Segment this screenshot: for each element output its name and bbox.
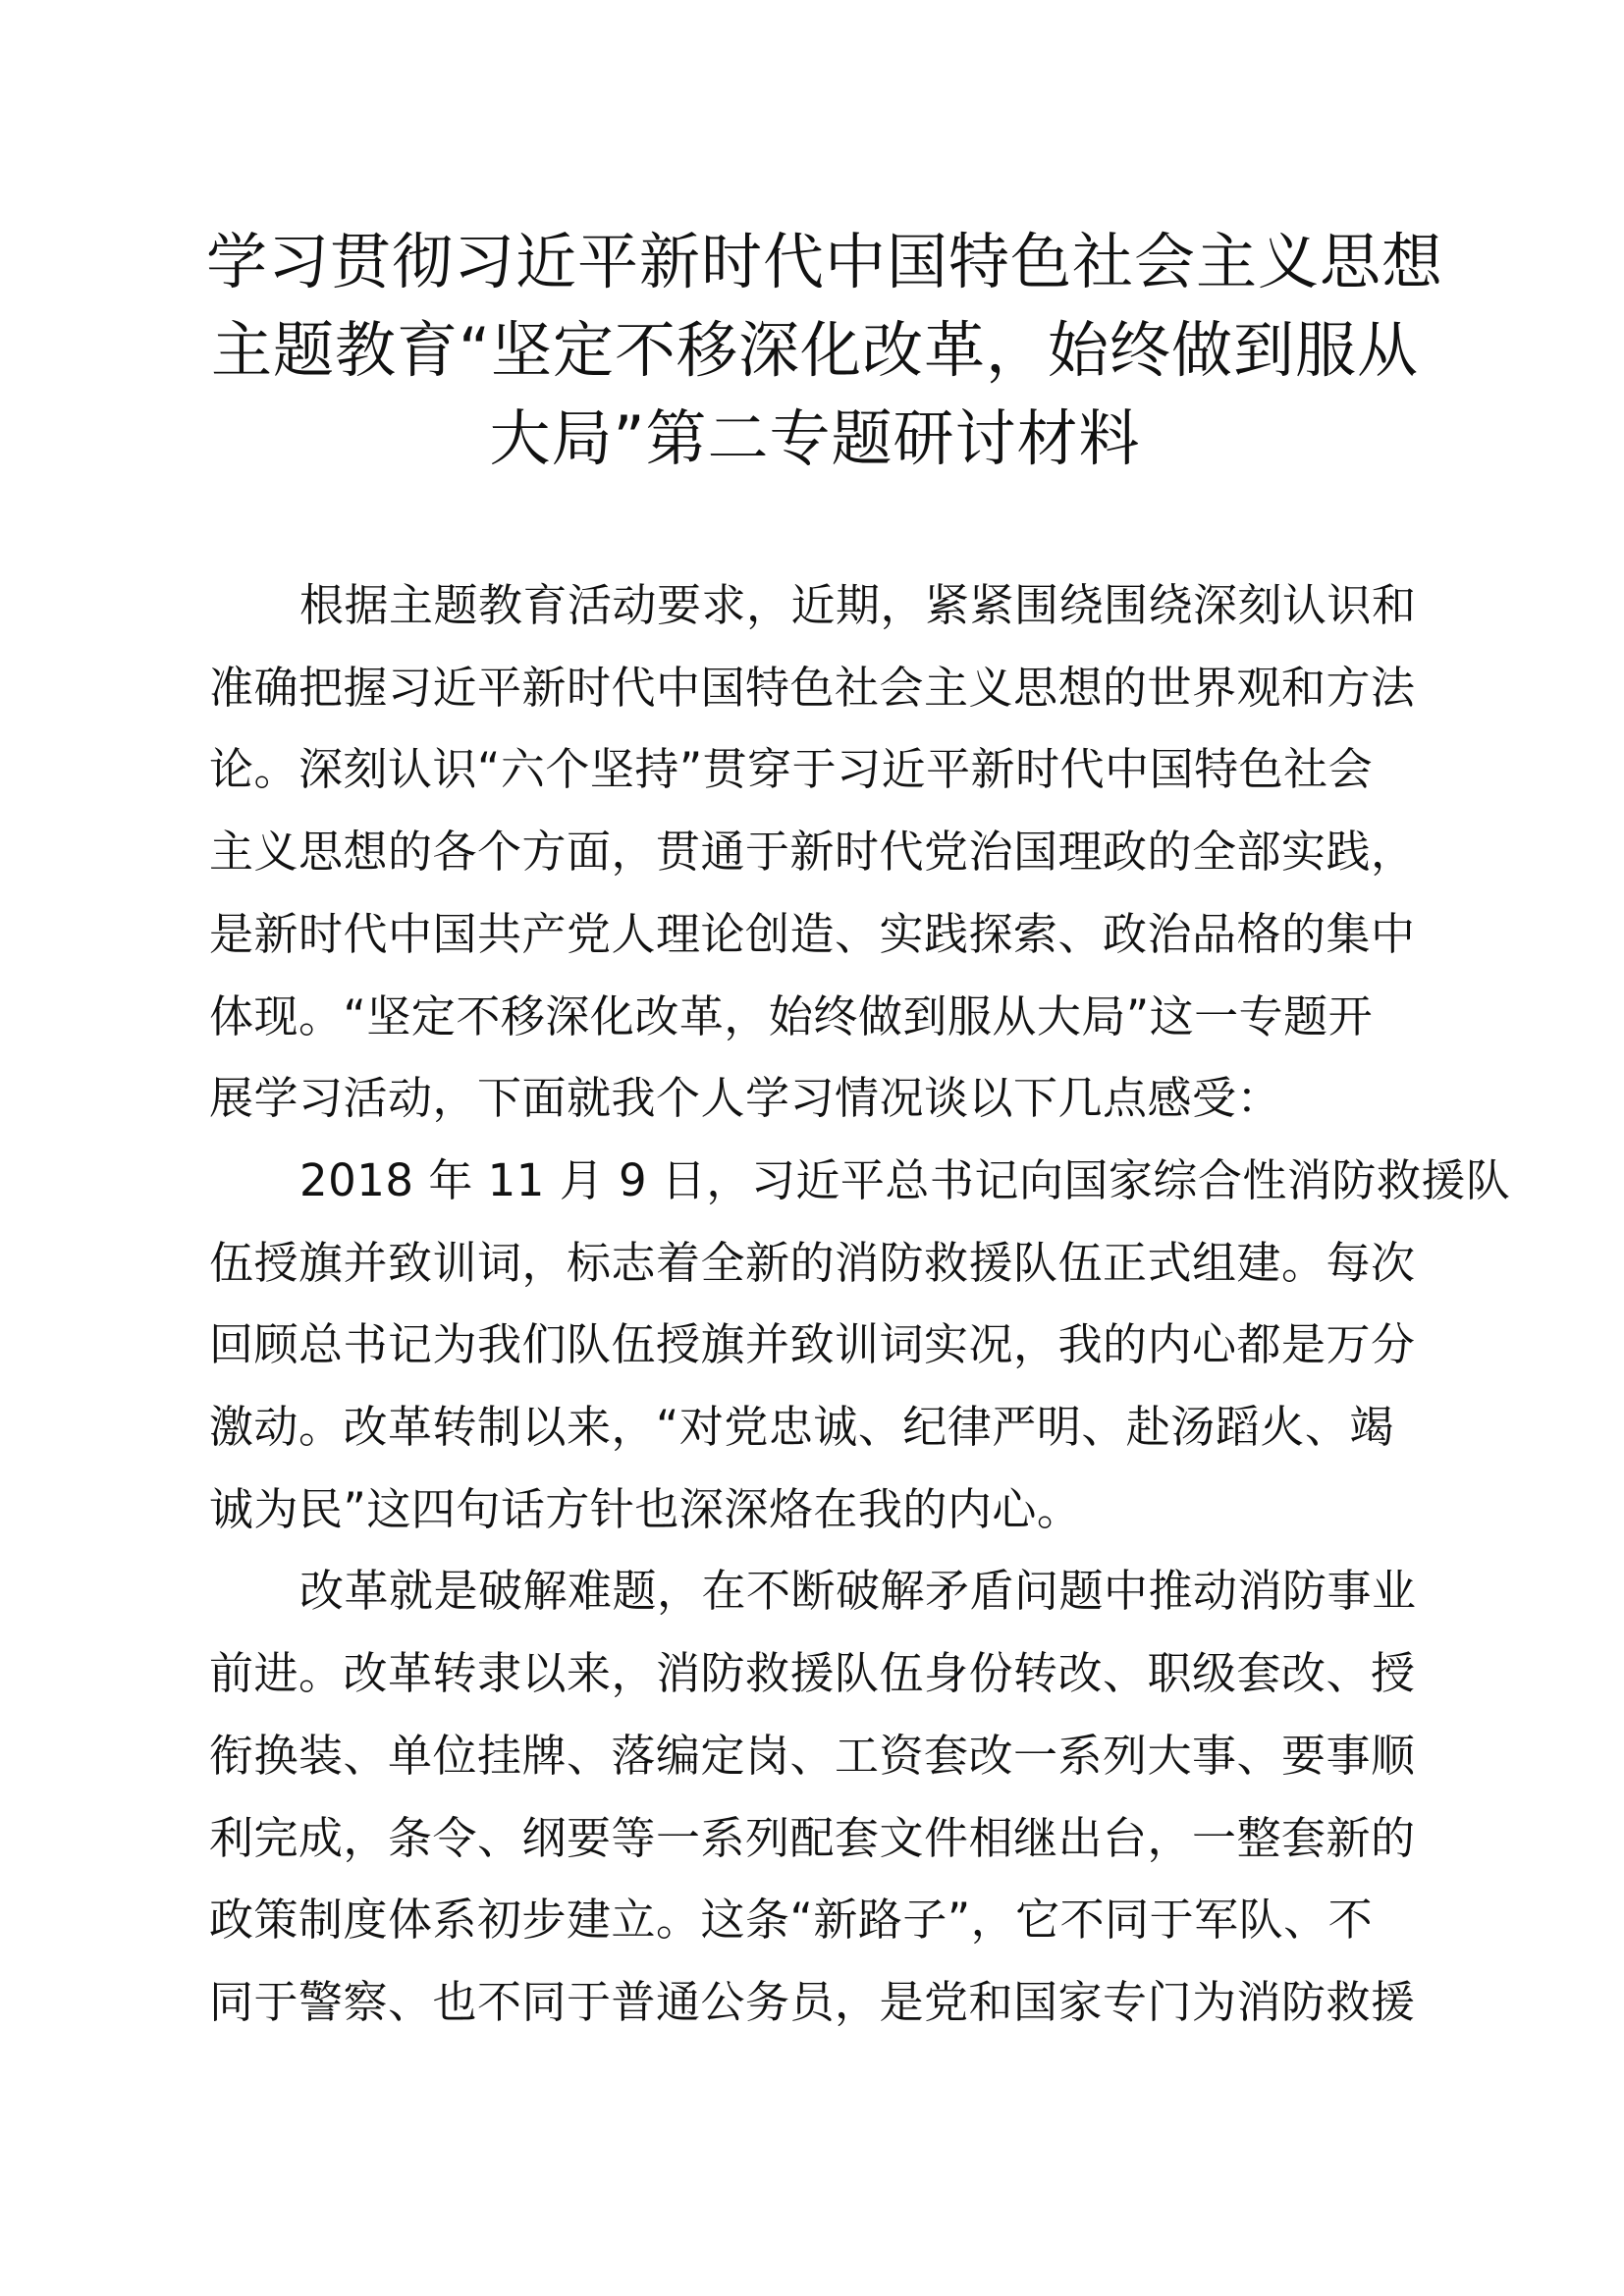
text-line: 衔换装、单位挂牌、落编定岗、工资套改一系列大事、要事顺 xyxy=(209,1729,1416,1782)
text-line: 展学习活动，下面就我个人学习情况谈以下几点感受： xyxy=(209,1072,1282,1125)
paragraph-reform xyxy=(209,1550,1427,2043)
text-line: 伍授旗并致训词，标志着全新的消防救援队伍正式组建。每次 xyxy=(209,1236,1416,1289)
text-line: 激动。改革转制以来，“对党忠诚、纪律严明、赴汤蹈火、竭 xyxy=(209,1401,1394,1454)
text-line: 2018 年 11 月 9 日，习近平总书记向国家综合性消防救援队 xyxy=(299,1153,1511,1206)
text-line: 主义思想的各个方面，贯通于新时代党治国理政的全部实践， xyxy=(209,826,1416,879)
text-line: 同于警察、也不同于普通公务员，是党和国家专门为消防救援 xyxy=(209,1975,1416,2028)
paragraph-intro xyxy=(209,564,1427,1140)
text-line: 根据主题教育活动要求，近期，紧紧围绕围绕深刻认识和 xyxy=(299,579,1417,631)
text-line: 前进。改革转隶以来，消防救援队伍身份转改、职级套改、授 xyxy=(209,1647,1416,1700)
text-line: 利完成，条令、纲要等一系列配套文件相继出台，一整套新的 xyxy=(209,1811,1416,1864)
text-line: 改革就是破解难题，在不断破解矛盾问题中推动消防事业 xyxy=(299,1565,1417,1618)
text-line: 体现。“坚定不移深化改革，始终做到服从大局”这一专题开 xyxy=(209,989,1374,1042)
title-line: 大局”第二专题研讨材料 xyxy=(489,402,1141,474)
text-line: 回顾总书记为我们队伍授旗并致训词实况，我的内心都是万分 xyxy=(209,1318,1416,1371)
text-line: 诚为民”这四句话方针也深深烙在我的内心。 xyxy=(209,1482,1082,1535)
document-title xyxy=(206,218,1444,483)
title-line: 主题教育“坚定不移深化改革，始终做到服从 xyxy=(210,314,1420,386)
paragraph-2018 xyxy=(209,1140,1511,1551)
text-line: 准确把握习近平新时代中国特色社会主义思想的世界观和方法 xyxy=(209,661,1416,714)
document-body xyxy=(209,564,1511,2044)
title-line: 学习贯彻习近平新时代中国特色社会主义思想 xyxy=(206,226,1444,297)
text-line: 是新时代中国共产党人理论创造、实践探索、政治品格的集中 xyxy=(209,907,1416,960)
text-line: 论。深刻认识“六个坚持”贯穿于习近平新时代中国特色社会 xyxy=(209,743,1374,796)
text-line: 政策制度体系初步建立。这条“新路子”，它不同于军队、不 xyxy=(209,1894,1374,1947)
